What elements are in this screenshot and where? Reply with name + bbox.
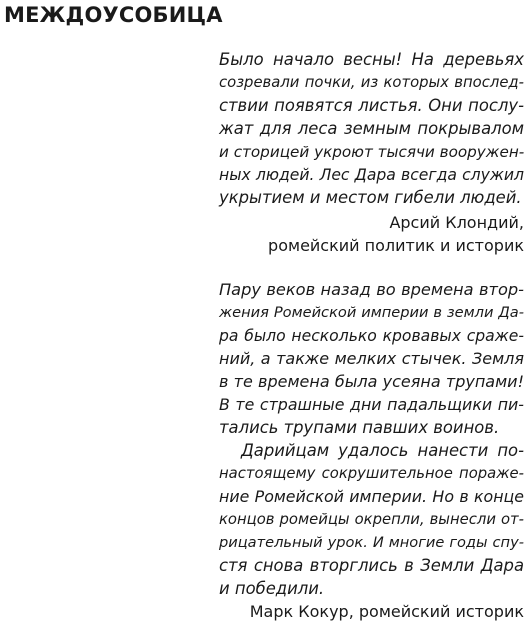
chapter-heading: МЕЖДОУСОБИЦА: [4, 3, 223, 27]
epigraph-2-line: и победили.: [219, 579, 325, 598]
epigraph-1-line: жат для леса земным покрывалом: [219, 119, 524, 138]
epigraph-2-line: Пару веков назад во времена втор-: [219, 280, 524, 299]
epigraph-2-line: концов ромейцы окрепли, вынесли от-: [219, 511, 524, 528]
epigraph-1-author-title: ромейский политик и историк: [268, 236, 524, 255]
epigraph-2-line: рицательный урок. И многие годы спу-: [219, 534, 524, 551]
epigraph-1: [219, 48, 524, 268]
epigraph-2-author: Марк Кокур, ромейский историк: [249, 602, 524, 621]
epigraph-1-line: и сторицей укроют тысячи вооружен-: [219, 143, 525, 161]
epigraph-2-line: в те времена была усеяна трупами!: [219, 372, 524, 391]
epigraph-2: [219, 278, 524, 621]
epigraph-2-line: В те страшные дни падальщики пи-: [219, 395, 524, 414]
epigraph-1-line: созревали почки, из которых впослед-: [219, 74, 524, 91]
epigraph-1-line: ствии появятся листья. Они послу-: [219, 96, 524, 115]
epigraph-1-line: Было начало весны! На деревьях: [219, 50, 524, 69]
epigraph-2-line: жения Ромейской империи в земли Да-: [219, 304, 524, 321]
epigraph-2-line: Дарийцам удалось нанести по-: [241, 441, 524, 460]
epigraph-1-author: Арсий Клондий,: [389, 213, 524, 232]
epigraph-2-line: ний, а также мелких стычек. Земля: [219, 349, 524, 368]
epigraph-2-line: стя снова вторглись в Земли Дара: [219, 556, 524, 575]
epigraph-2-line: тались трупами павших воинов.: [219, 418, 500, 437]
epigraph-2-line: ра было несколько кровавых сраже-: [219, 327, 524, 345]
epigraph-2-line: настоящему сокрушительное пораже-: [219, 465, 524, 482]
epigraph-1-line: укрытием и местом гибели людей.: [219, 188, 522, 207]
epigraph-1-line: ных людей. Лес Дара всегда служил: [219, 166, 524, 184]
epigraph-2-line: ние Ромейской империи. Но в конце: [219, 487, 524, 506]
